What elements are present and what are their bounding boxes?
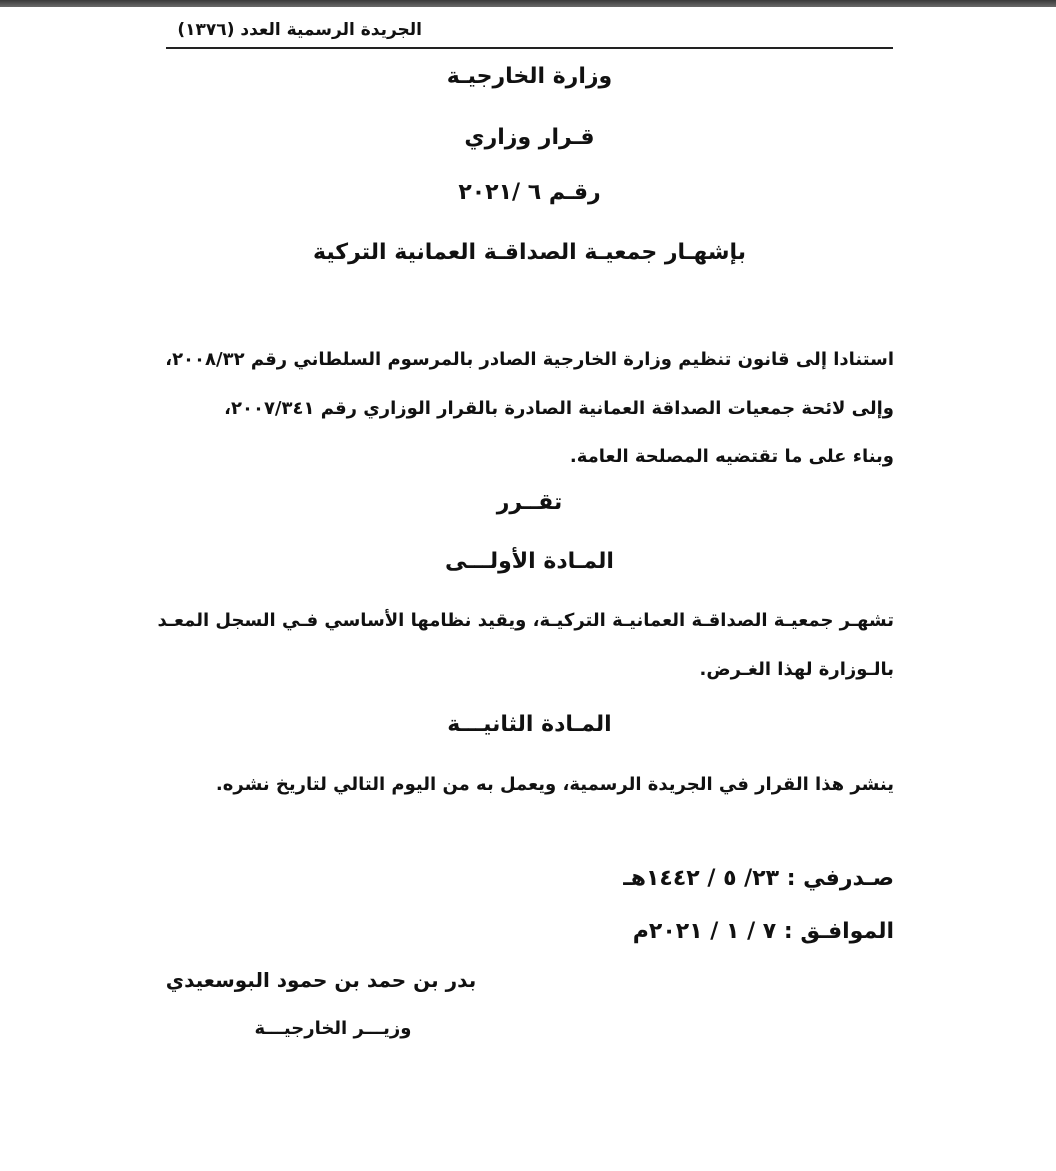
- header-divider: [166, 47, 893, 49]
- article-1-line-2: بالـوزارة لهذا الغـرض.: [699, 659, 894, 680]
- decision-subject: بإشهـار جمعيـة الصداقـة العمانية التركية: [312, 240, 747, 265]
- article-1-line-1: تشهـر جمعيـة الصداقـة العمانيـة التركيـة، ويقيد نظامها الأساسي فـي السجل المعـد: [157, 610, 894, 631]
- running-head: الجريدة الرسمية العدد (١٣٧٦): [177, 20, 422, 40]
- decision-type: قـرار وزاري: [464, 125, 595, 150]
- article-2-heading: المـادة الثانيـــة: [447, 712, 612, 737]
- signatory-name: بدر بن حمد بن حمود البوسعيدي: [165, 968, 477, 992]
- article-1-heading: المـادة الأولـــى: [445, 549, 614, 574]
- decides-heading: تقــرر: [496, 490, 563, 515]
- preamble-line-2: وإلى لائحة جمعيات الصداقة العمانية الصادرة بالقرار الوزاري رقم ٢٠٠٧/٣٤١،: [224, 398, 894, 419]
- preamble-line-1: استنادا إلى قانون تنظيم وزارة الخارجية الصادر بالمرسوم السلطاني رقم ٢٠٠٨/٣٢،: [165, 349, 894, 370]
- top-edge-shadow: [0, 0, 1056, 7]
- issued-date: صـدرفي : ٢٣/ ٥ / ١٤٤٢هـ: [623, 866, 894, 891]
- ministry-title: وزارة الخارجيـة: [446, 64, 613, 89]
- preamble-line-3: وبناء على ما تقتضيه المصلحة العامة.: [569, 446, 894, 467]
- corresponding-date: الموافـق : ٧ / ١ / ٢٠٢١م: [632, 919, 894, 944]
- decision-number: رقـم ٦ /٢٠٢١: [458, 180, 601, 205]
- signatory-title: وزيـــر الخارجيـــة: [254, 1018, 412, 1039]
- article-2-line-1: ينشر هذا القرار في الجريدة الرسمية، ويعمل به من اليوم التالي لتاريخ نشره.: [215, 774, 894, 795]
